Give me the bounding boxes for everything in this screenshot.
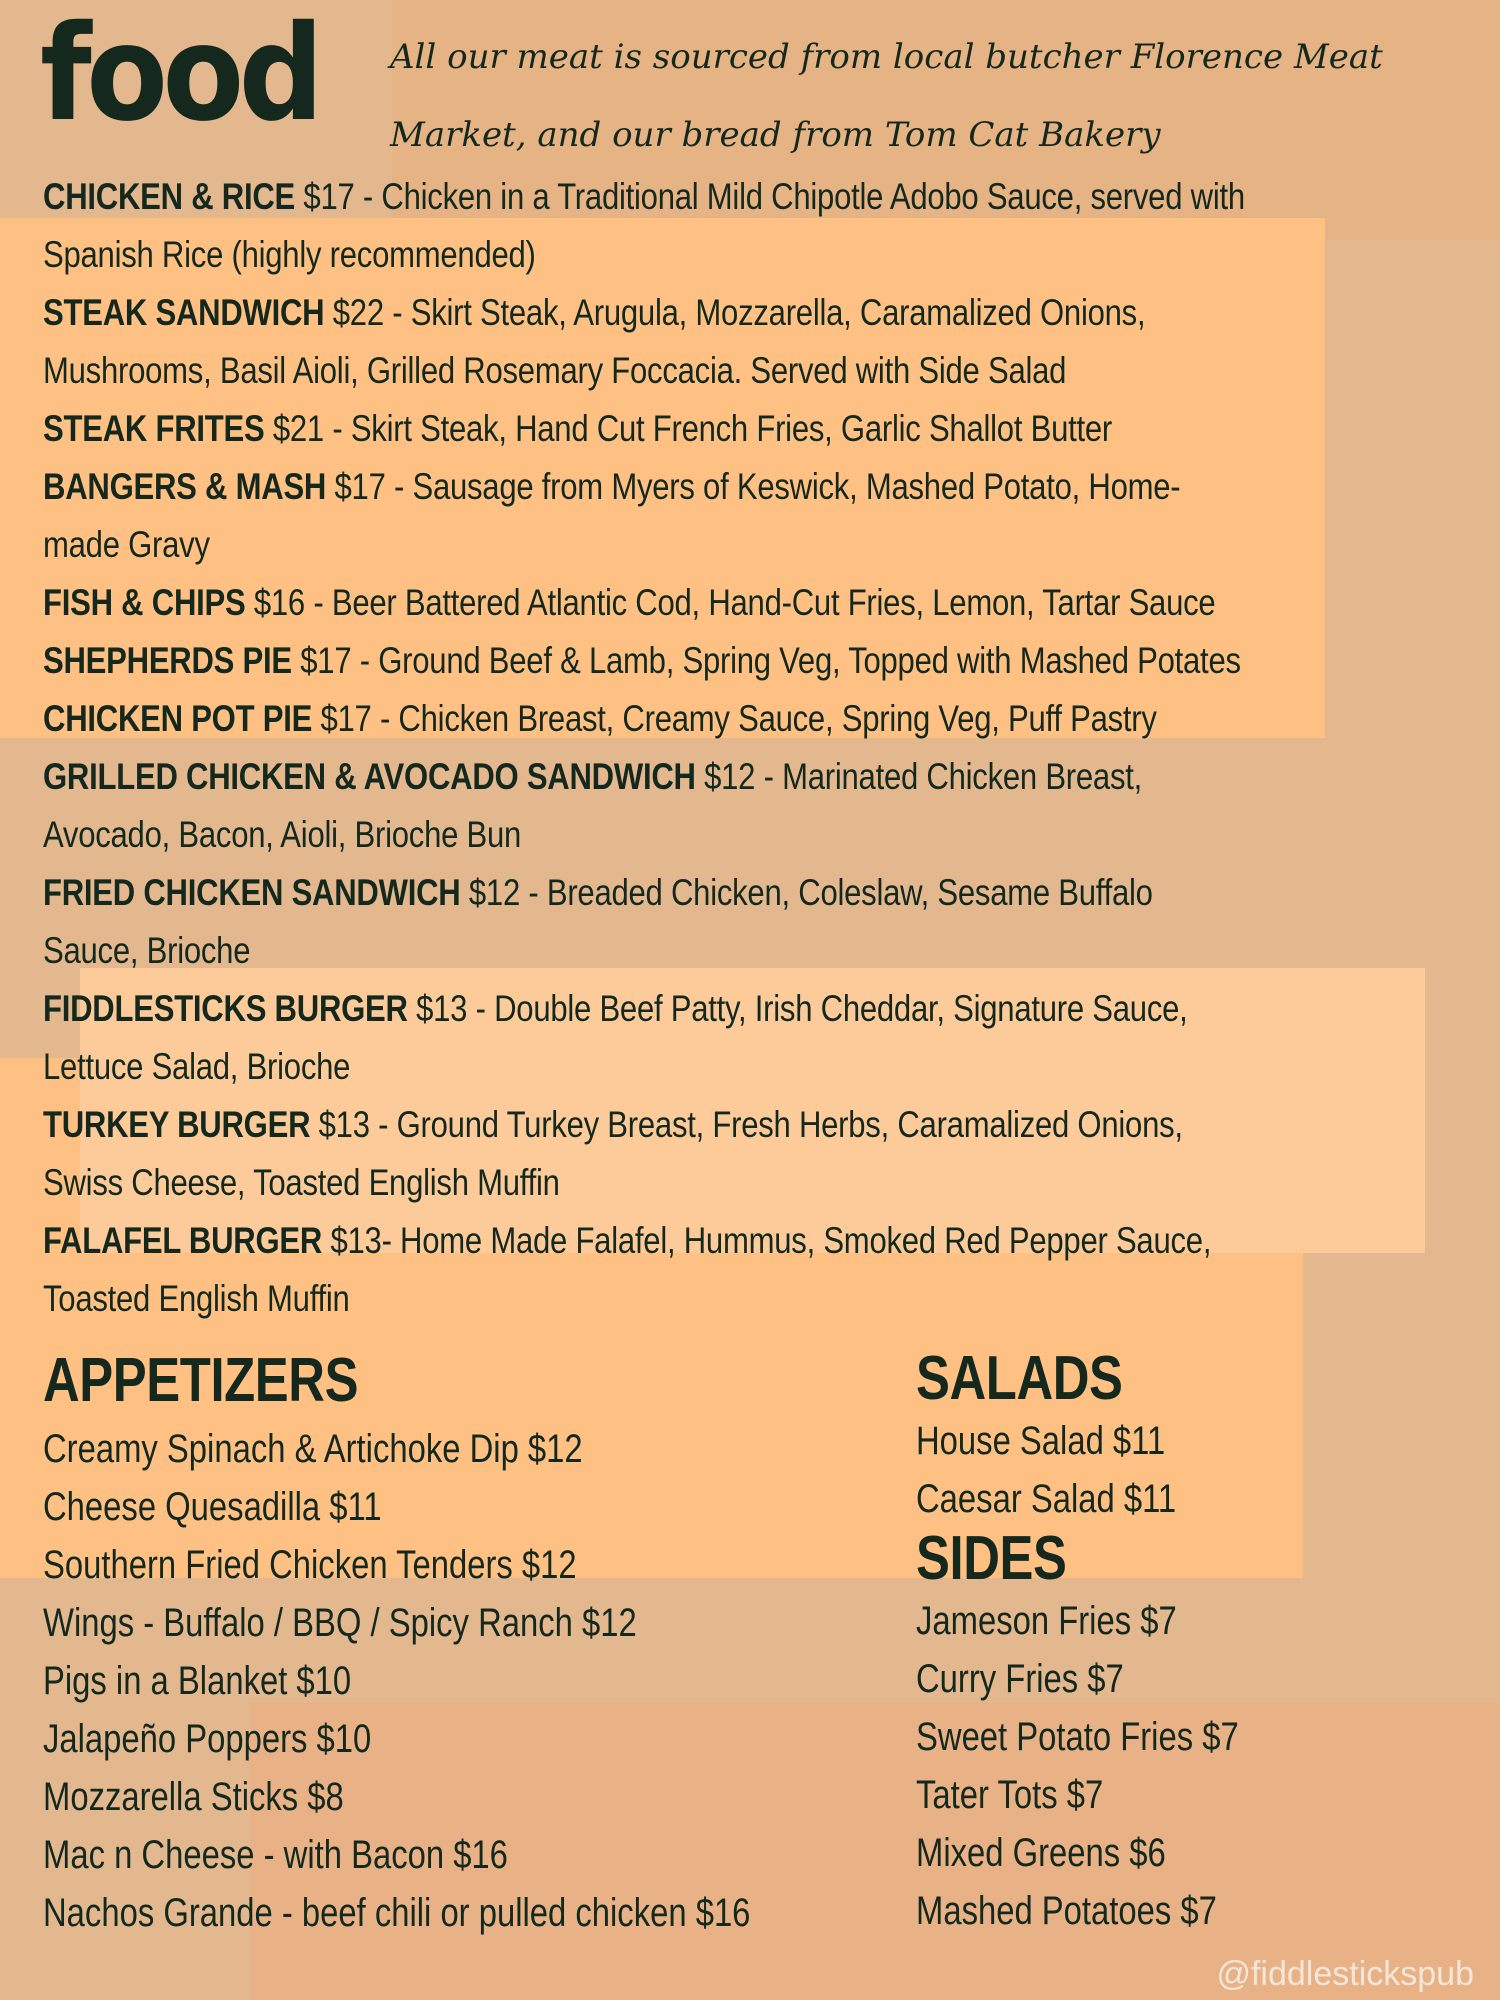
menu-item bbox=[43, 400, 1253, 458]
item-description: - Ground Turkey Breast, Fresh Herbs, Caramalized Onions, Swiss Cheese, Toasted English Muffin bbox=[43, 1104, 1183, 1203]
item-name: FRIED CHICKEN SANDWICH bbox=[43, 872, 461, 913]
item-description: - Marinated Chicken Breast, Avocado, Bacon, Aioli, Brioche Bun bbox=[43, 756, 1143, 855]
list-item: Mashed Potatoes $7 bbox=[916, 1889, 1217, 1933]
menu-item bbox=[43, 574, 1253, 632]
menu-item bbox=[43, 168, 1253, 284]
item-name: FISH & CHIPS bbox=[43, 582, 246, 623]
list-item: Tater Tots $7 bbox=[916, 1773, 1104, 1817]
list-item: Mozzarella Sticks $8 bbox=[43, 1775, 344, 1819]
item-price: $17 bbox=[326, 466, 386, 507]
list-item: Creamy Spinach & Artichoke Dip $12 bbox=[43, 1427, 583, 1471]
list-item: Cheese Quesadilla $11 bbox=[43, 1485, 382, 1529]
list-item: Mac n Cheese - with Bacon $16 bbox=[43, 1833, 508, 1877]
menu-item bbox=[43, 284, 1253, 400]
item-name: FIDDLESTICKS BURGER bbox=[43, 988, 408, 1029]
item-name: TURKEY BURGER bbox=[43, 1104, 311, 1145]
list-item: Jameson Fries $7 bbox=[916, 1599, 1177, 1643]
mains-list bbox=[43, 168, 1253, 1328]
item-price: $22 bbox=[324, 292, 384, 333]
list-item: Sweet Potato Fries $7 bbox=[916, 1715, 1239, 1759]
item-price: $12 bbox=[460, 872, 520, 913]
salads-list bbox=[916, 1412, 1176, 1528]
sides-heading: SIDES bbox=[916, 1524, 1067, 1593]
item-name: CHICKEN POT PIE bbox=[43, 698, 313, 739]
item-description: - Skirt Steak, Arugula, Mozzarella, Caramalized Onions, Mushrooms, Basil Aioli, Grilled Rosemary Foccacia. Served with Side Salad bbox=[43, 292, 1146, 391]
menu-item bbox=[43, 748, 1253, 864]
menu-title: food bbox=[40, 0, 319, 151]
item-name: FALAFEL BURGER bbox=[43, 1220, 323, 1261]
sourcing-note: All our meat is sourced from local butcher Florence Meat Market, and our bread from Tom Cat Bakery bbox=[390, 37, 1383, 155]
item-name: GRILLED CHICKEN & AVOCADO SANDWICH bbox=[43, 756, 696, 797]
menu-item bbox=[43, 1212, 1253, 1328]
appetizers-heading: APPETIZERS bbox=[43, 1346, 359, 1415]
item-description: - Chicken Breast, Creamy Sauce, Spring Veg, Puff Pastry bbox=[371, 698, 1157, 739]
menu-item bbox=[43, 458, 1253, 574]
list-item: Jalapeño Poppers $10 bbox=[43, 1717, 372, 1761]
list-item: Caesar Salad $11 bbox=[916, 1477, 1177, 1521]
item-price: $12 bbox=[695, 756, 756, 797]
item-description: - Beer Battered Atlantic Cod, Hand-Cut Fries, Lemon, Tartar Sauce bbox=[304, 582, 1216, 623]
list-item: Nachos Grande - beef chili or pulled chicken $16 bbox=[43, 1891, 751, 1935]
item-price: $21 bbox=[264, 408, 324, 449]
item-name: BANGERS & MASH bbox=[43, 466, 327, 507]
item-description: - Double Beef Patty, Irish Cheddar, Signature Sauce, Lettuce Salad, Brioche bbox=[43, 988, 1188, 1087]
menu-item bbox=[43, 980, 1253, 1096]
list-item: House Salad $11 bbox=[916, 1419, 1166, 1463]
list-item: Pigs in a Blanket $10 bbox=[43, 1659, 352, 1703]
item-name: STEAK SANDWICH bbox=[43, 292, 325, 333]
item-description: - Ground Beef & Lamb, Spring Veg, Topped with Mashed Potates bbox=[351, 640, 1241, 681]
menu-item bbox=[43, 690, 1253, 748]
appetizers-list bbox=[43, 1420, 750, 1942]
salads-heading: SALADS bbox=[916, 1344, 1123, 1413]
item-price: $17 bbox=[312, 698, 372, 739]
item-price: $13 bbox=[322, 1220, 382, 1261]
list-item: Mixed Greens $6 bbox=[916, 1831, 1166, 1875]
item-price: $13 bbox=[310, 1104, 370, 1145]
list-item: Wings - Buffalo / BBQ / Spicy Ranch $12 bbox=[43, 1601, 637, 1645]
item-price: $13 bbox=[407, 988, 468, 1029]
sides-list bbox=[916, 1592, 1239, 1940]
item-description: - Home Made Falafel, Hummus, Smoked Red Pepper Sauce, Toasted English Muffin bbox=[43, 1220, 1212, 1319]
item-description: - Chicken in a Traditional Mild Chipotle Adobo Sauce, served with Spanish Rice (highly recommended) bbox=[43, 176, 1245, 275]
menu-item bbox=[43, 632, 1253, 690]
social-handle: @fiddlestickspub bbox=[1216, 1955, 1474, 1993]
item-name: CHICKEN & RICE bbox=[43, 176, 296, 217]
item-description: - Sausage from Myers of Keswick, Mashed Potato, Home-made Gravy bbox=[43, 466, 1181, 565]
item-name: STEAK FRITES bbox=[43, 408, 265, 449]
item-price: $17 bbox=[295, 176, 355, 217]
item-price: $16 bbox=[245, 582, 305, 623]
menu-item bbox=[43, 864, 1253, 980]
item-description: - Breaded Chicken, Coleslaw, Sesame Buffalo Sauce, Brioche bbox=[43, 872, 1153, 971]
item-name: SHEPHERDS PIE bbox=[43, 640, 292, 681]
item-description: - Skirt Steak, Hand Cut French Fries, Garlic Shallot Butter bbox=[323, 408, 1113, 449]
menu-item bbox=[43, 1096, 1253, 1212]
list-item: Southern Fried Chicken Tenders $12 bbox=[43, 1543, 577, 1587]
list-item: Curry Fries $7 bbox=[916, 1657, 1124, 1701]
item-price: $17 bbox=[291, 640, 352, 681]
